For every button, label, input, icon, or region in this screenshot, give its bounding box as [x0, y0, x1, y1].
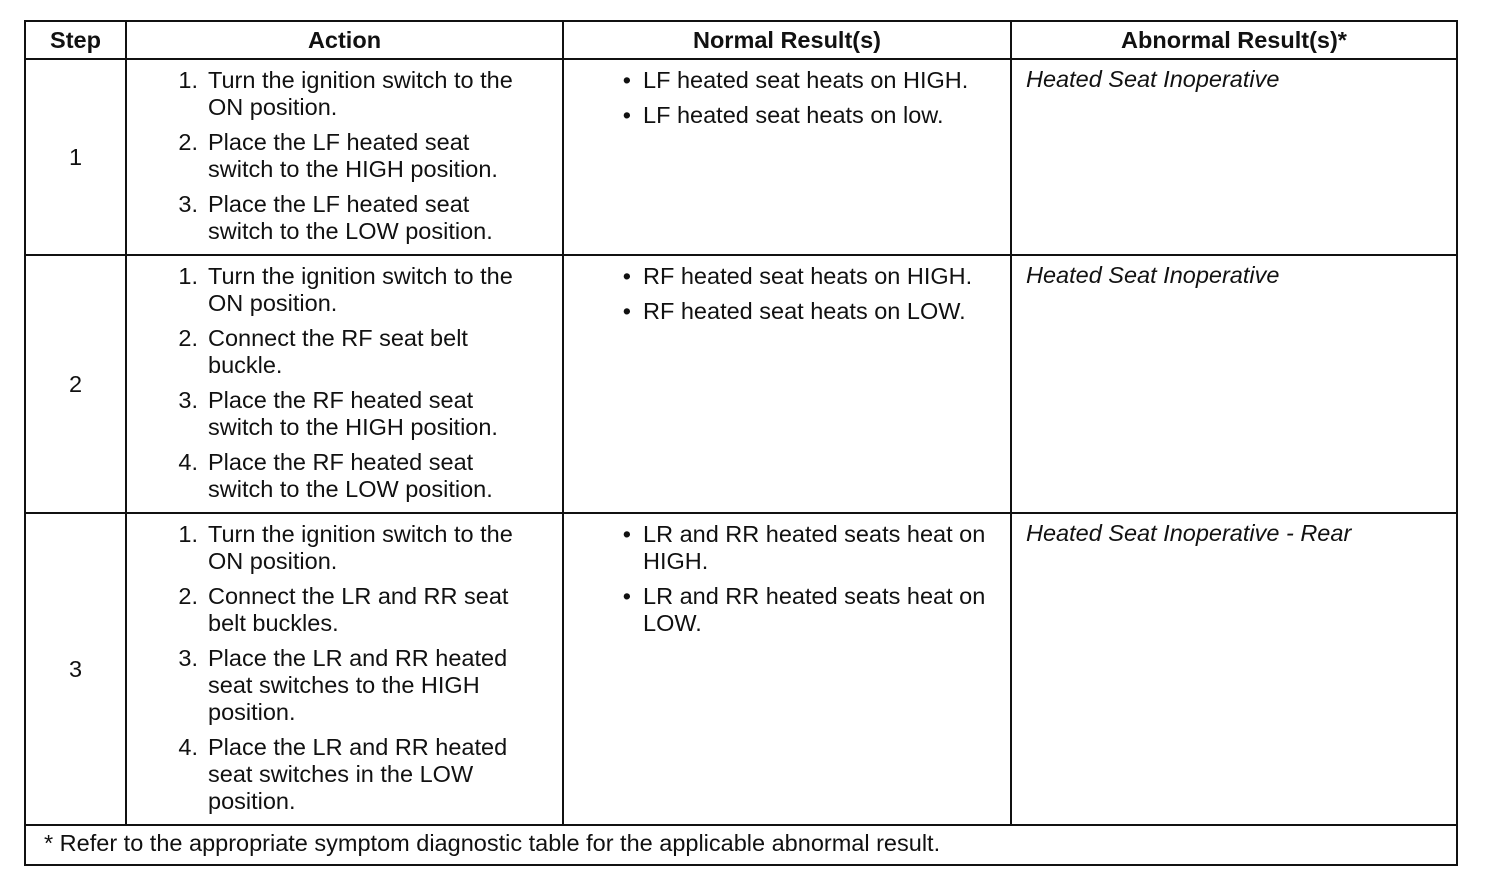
- action-item: [128, 387, 561, 441]
- action-item: [128, 449, 561, 503]
- normal-results-list: [565, 67, 1009, 129]
- normal-result-item: [565, 521, 1009, 575]
- table-row: [25, 59, 1457, 255]
- normal-result-text: LR and RR heated seats heat on LOW.: [643, 583, 986, 636]
- normal-result-item: [565, 298, 1009, 325]
- normal-results-cell: [563, 255, 1011, 513]
- step-number: 3: [25, 513, 126, 825]
- action-item: [128, 521, 561, 575]
- bullet-icon: •: [622, 583, 631, 609]
- normal-results-cell: [563, 59, 1011, 255]
- action-text: Turn the ignition switch to the ON position.: [208, 67, 513, 120]
- action-text: Place the LR and RR heated seat switches in the LOW position.: [208, 734, 508, 814]
- action-item: [128, 583, 561, 637]
- action-item: [128, 67, 561, 121]
- action-list: [128, 521, 561, 815]
- action-number: 2.: [178, 129, 198, 155]
- action-text: Turn the ignition switch to the ON position.: [208, 263, 513, 316]
- action-text: Place the LF heated seat switch to the LOW position.: [208, 191, 493, 244]
- bullet-icon: •: [622, 298, 631, 324]
- bullet-icon: •: [622, 263, 631, 289]
- action-item: [128, 263, 561, 317]
- action-text: Turn the ignition switch to the ON position.: [208, 521, 513, 574]
- normal-results-cell: [563, 513, 1011, 825]
- header-normal-results: Normal Result(s): [563, 21, 1011, 59]
- abnormal-result-cell: Heated Seat Inoperative: [1011, 59, 1457, 255]
- normal-result-text: RF heated seat heats on LOW.: [643, 298, 966, 324]
- abnormal-result-cell: Heated Seat Inoperative - Rear: [1011, 513, 1457, 825]
- action-number: 3.: [178, 191, 198, 217]
- normal-result-item: [565, 263, 1009, 290]
- normal-result-text: LF heated seat heats on HIGH.: [643, 67, 969, 93]
- bullet-icon: •: [622, 67, 631, 93]
- action-list: [128, 263, 561, 503]
- action-text: Place the LF heated seat switch to the HIGH position.: [208, 129, 498, 182]
- action-item: [128, 645, 561, 726]
- header-action: Action: [126, 21, 563, 59]
- normal-result-text: RF heated seat heats on HIGH.: [643, 263, 973, 289]
- normal-result-item: [565, 583, 1009, 637]
- action-number: 1.: [178, 263, 198, 289]
- normal-result-text: LR and RR heated seats heat on HIGH.: [643, 521, 986, 574]
- action-number: 3.: [178, 387, 198, 413]
- step-number: 2: [25, 255, 126, 513]
- action-text: Place the RF heated seat switch to the LOW position.: [208, 449, 493, 502]
- header-abnormal-results: Abnormal Result(s)*: [1011, 21, 1457, 59]
- action-text: Connect the RF seat belt buckle.: [208, 325, 468, 378]
- action-item: [128, 325, 561, 379]
- table-row: [25, 513, 1457, 825]
- action-item: [128, 734, 561, 815]
- action-number: 4.: [178, 449, 198, 475]
- action-number: 3.: [178, 645, 198, 671]
- normal-result-item: [565, 67, 1009, 94]
- footnote-row: [25, 825, 1457, 865]
- action-text: Connect the LR and RR seat belt buckles.: [208, 583, 509, 636]
- header-step: Step: [25, 21, 126, 59]
- table-row: [25, 255, 1457, 513]
- step-number: 1: [25, 59, 126, 255]
- normal-result-item: [565, 102, 1009, 129]
- action-item: [128, 191, 561, 245]
- diagnostic-table: [24, 20, 1458, 866]
- action-item: [128, 129, 561, 183]
- abnormal-result-cell: Heated Seat Inoperative: [1011, 255, 1457, 513]
- action-number: 2.: [178, 325, 198, 351]
- normal-results-list: [565, 263, 1009, 325]
- normal-result-text: LF heated seat heats on low.: [643, 102, 944, 128]
- bullet-icon: •: [622, 521, 631, 547]
- header-row: [25, 21, 1457, 59]
- footnote: * Refer to the appropriate symptom diagnostic table for the applicable abnormal result.: [25, 825, 1457, 865]
- action-cell: [126, 255, 563, 513]
- action-number: 4.: [178, 734, 198, 760]
- action-number: 2.: [178, 583, 198, 609]
- action-number: 1.: [178, 67, 198, 93]
- action-text: Place the RF heated seat switch to the HIGH position.: [208, 387, 498, 440]
- action-number: 1.: [178, 521, 198, 547]
- action-list: [128, 67, 561, 245]
- normal-results-list: [565, 521, 1009, 637]
- action-cell: [126, 59, 563, 255]
- action-text: Place the LR and RR heated seat switches to the HIGH position.: [208, 645, 508, 725]
- bullet-icon: •: [622, 102, 631, 128]
- action-cell: [126, 513, 563, 825]
